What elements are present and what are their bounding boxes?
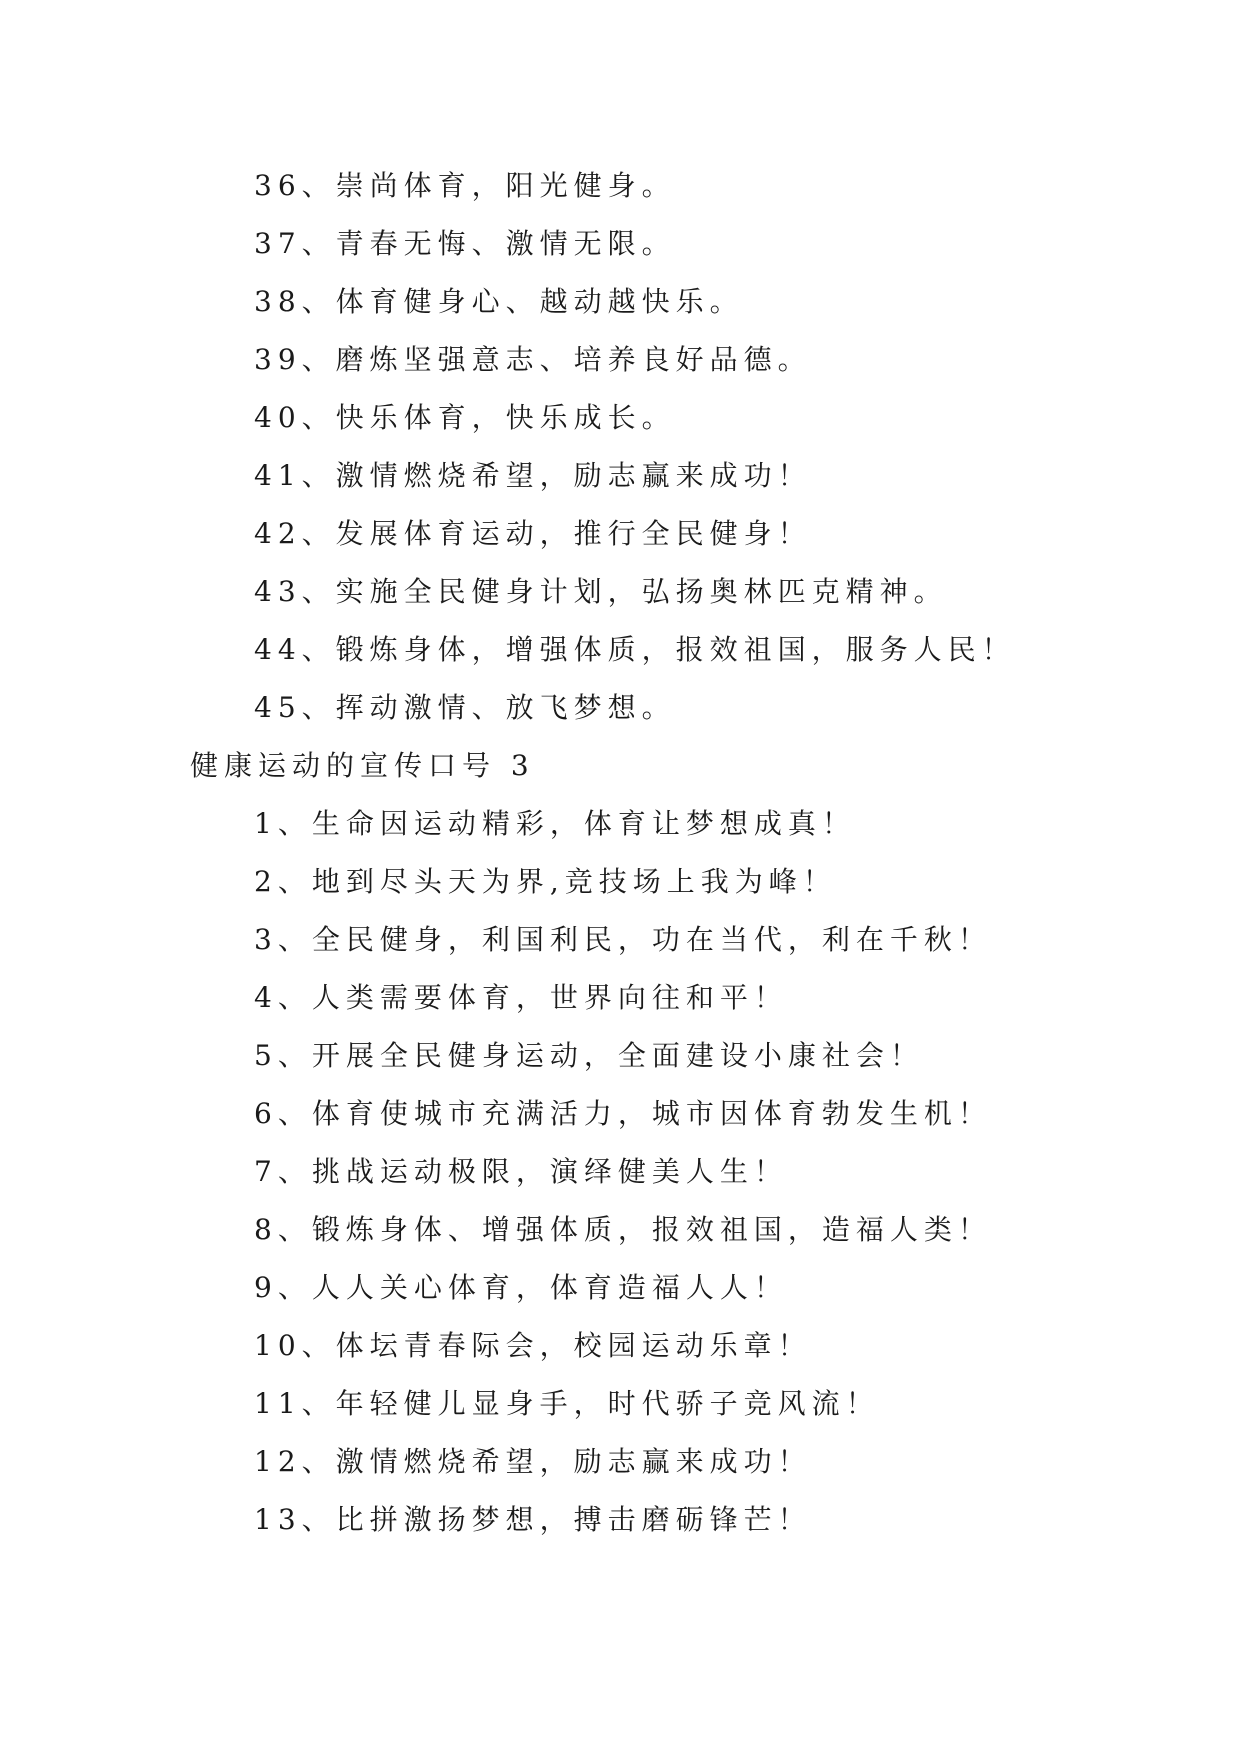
- section-heading: 健康运动的宣传口号 3: [190, 749, 535, 782]
- slogan-item: 11、年轻健儿显身手，时代骄子竞风流！: [254, 1387, 880, 1420]
- slogan-item: 37、青春无悔、激情无限。: [254, 227, 676, 260]
- slogan-item: 44、锻炼身体，增强体质，报效祖国，服务人民！: [254, 633, 1016, 666]
- slogan-item: 2、地到尽头天为界,竞技场上我为峰！: [254, 865, 837, 898]
- slogan-item: 10、体坛青春际会，校园运动乐章！: [254, 1329, 812, 1362]
- slogan-item: 13、比拼激扬梦想，搏击磨砺锋芒！: [254, 1503, 812, 1536]
- slogan-item: 40、快乐体育，快乐成长。: [254, 401, 676, 434]
- slogan-item: 9、人人关心体育，体育造福人人！: [254, 1271, 788, 1304]
- slogan-item: 38、体育健身心、越动越快乐。: [254, 285, 744, 318]
- slogan-item: 8、锻炼身体、增强体质，报效祖国，造福人类！: [254, 1213, 992, 1246]
- slogan-item: 39、磨炼坚强意志、培养良好品德。: [254, 343, 812, 376]
- slogan-item: 45、挥动激情、放飞梦想。: [254, 691, 676, 724]
- slogan-item: 36、崇尚体育，阳光健身。: [254, 169, 676, 202]
- slogan-item: 12、激情燃烧希望，励志赢来成功！: [254, 1445, 812, 1478]
- slogan-item: 1、生命因运动精彩，体育让梦想成真！: [254, 807, 856, 840]
- slogan-item: 6、体育使城市充满活力，城市因体育勃发生机！: [254, 1097, 992, 1130]
- slogan-item: 7、挑战运动极限，演绎健美人生！: [254, 1155, 788, 1188]
- slogan-item: 3、全民健身，利国利民，功在当代，利在千秋！: [254, 923, 992, 956]
- slogan-item: 42、发展体育运动，推行全民健身！: [254, 517, 812, 550]
- slogan-item: 5、开展全民健身运动，全面建设小康社会！: [254, 1039, 924, 1072]
- slogan-item: 4、人类需要体育，世界向往和平！: [254, 981, 788, 1014]
- slogan-item: 41、激情燃烧希望，励志赢来成功！: [254, 459, 812, 492]
- slogan-item: 43、实施全民健身计划，弘扬奥林匹克精神。: [254, 575, 948, 608]
